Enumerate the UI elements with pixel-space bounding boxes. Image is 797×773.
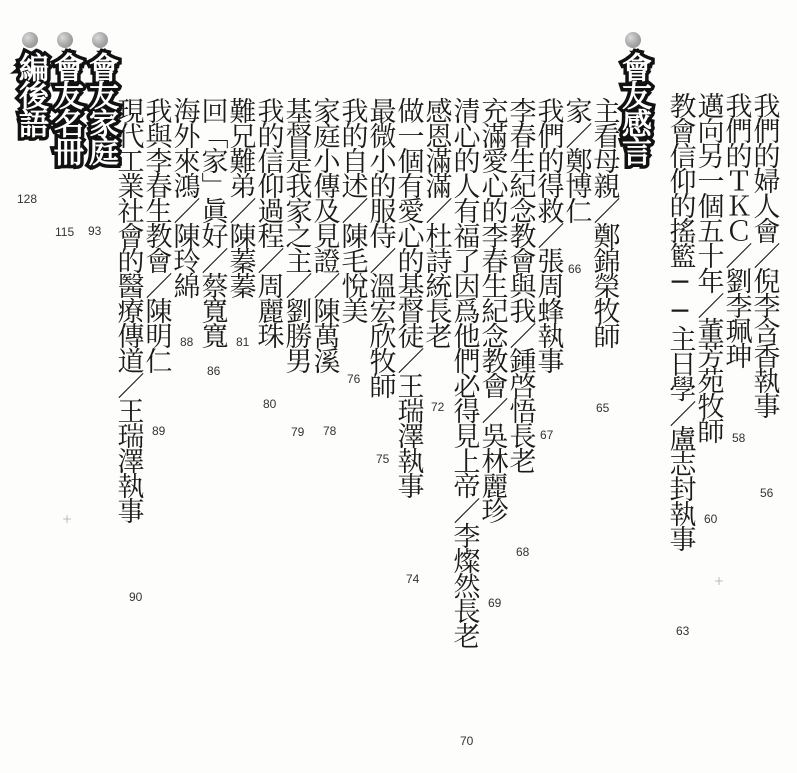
toc-entry[interactable] (450, 97, 478, 647)
section-page-number: 115 (55, 225, 75, 239)
toc-entry-page: 80 (263, 397, 277, 411)
toc-entry-title: 教會信仰的搖籃──主日學／盧志封執事 (664, 92, 696, 550)
toc-entry[interactable] (534, 97, 562, 372)
bullet-dot-icon (57, 32, 73, 48)
toc-entry-page: 90 (129, 590, 143, 604)
toc-entry[interactable] (722, 92, 750, 367)
toc-entry-title: 最微小的服侍／溫宏欣牧師 (364, 97, 396, 397)
toc-entry[interactable] (562, 97, 590, 222)
section-heading-afterword (13, 32, 48, 136)
toc-entry-title: 做一個有愛心的基督徒／王瑞澤執事 (392, 97, 424, 497)
toc-entry-page: 72 (431, 400, 445, 414)
toc-entry-title: 感恩滿滿／杜詩統長老 (420, 97, 452, 347)
toc-entry-page: 70 (460, 734, 474, 748)
toc-entry[interactable] (666, 92, 694, 550)
toc-entry-title: 我的自述／陳毛悅美 (336, 97, 368, 322)
toc-entry[interactable] (338, 97, 366, 322)
toc-entry-page: 68 (516, 545, 530, 559)
toc-entry-title: 現代工業社會的醫療傳道／王瑞澤執事 (112, 97, 144, 522)
bullet-dot-icon (625, 32, 641, 48)
section-page-number: 93 (88, 224, 102, 238)
toc-entry-page: 88 (180, 335, 194, 349)
section-title: 會友家庭 (83, 52, 118, 164)
section-title: 會友名冊 (48, 52, 83, 164)
section-title: 會友感言 (616, 52, 651, 164)
section-page-number: 128 (17, 192, 38, 206)
toc-entry[interactable] (198, 97, 226, 347)
toc-entry-title: 海外來鴻／陳玲綿 (168, 97, 200, 297)
toc-entry-title: 我們的ＴＫＣ／劉李珮珅 (720, 92, 752, 367)
toc-entry-title: 家／鄭博仁 (560, 97, 592, 222)
toc-entry-title: 我們的婦人會／倪李含香執事 (748, 92, 780, 417)
bullet-dot-icon (92, 32, 108, 48)
toc-entry-title: 家庭小傳及見證／陳萬溪 (308, 97, 340, 372)
toc-entry[interactable] (750, 92, 778, 417)
toc-entry-title: 回「家」眞好／蔡寬寬 (196, 97, 228, 347)
toc-entry-page: 79 (291, 425, 305, 439)
section-heading-members-testimonies (616, 32, 651, 164)
toc-entry-title: 充滿愛心的李春生紀念教會／吳林麗珍 (476, 97, 508, 522)
toc-entry-title: 我與李春生教會／陳明仁 (140, 97, 172, 372)
toc-entry[interactable] (590, 97, 618, 347)
section-heading-member-families (83, 32, 118, 164)
toc-entry-page: 58 (732, 431, 746, 445)
toc-entry-page: 69 (488, 596, 502, 610)
toc-entry-page: 56 (760, 486, 774, 500)
toc-entry-title: 我的信仰過程／周麗珠 (252, 97, 284, 347)
toc-entry[interactable] (310, 97, 338, 372)
toc-entry-title: 邁向另一個五十年／董芳苑牧師 (692, 92, 724, 442)
section-heading-member-directory (48, 32, 83, 164)
toc-entry[interactable] (114, 97, 142, 522)
toc-entry-title: 李春生紀念教會與我／鍾啓悟長老 (504, 97, 536, 472)
toc-entry-title: 我們的得救／張周蜂執事 (532, 97, 564, 372)
toc-entry-page: 78 (323, 424, 337, 438)
bullet-dot-icon (22, 32, 38, 48)
toc-entry-page: 65 (596, 401, 610, 415)
toc-entry[interactable] (254, 97, 282, 347)
toc-entry[interactable] (142, 97, 170, 372)
toc-entry-page: 86 (207, 364, 221, 378)
toc-entry-title: 基督是我家之主／劉勝男 (280, 97, 312, 372)
scan-mark: + (714, 574, 725, 588)
toc-entry-page: 63 (676, 624, 690, 638)
toc-entry-page: 76 (347, 372, 361, 386)
scan-mark: + (62, 512, 73, 526)
toc-entry-page: 89 (152, 424, 166, 438)
toc-entry-page: 75 (376, 452, 390, 466)
toc-entry[interactable] (170, 97, 198, 297)
toc-entry-title: 主看母親／鄭錦榮牧師 (588, 97, 620, 347)
toc-entry-page: 74 (406, 572, 420, 586)
toc-entry-title: 難兄難弟／陳蓁蓁 (224, 97, 256, 297)
toc-entry[interactable] (422, 97, 450, 347)
toc-entry-title: 清心的人有福了因爲他們必得見上帝／李燦然長老 (448, 97, 480, 647)
toc-entry[interactable] (282, 97, 310, 372)
section-title: 編後語 (13, 52, 48, 136)
toc-entry-page: 67 (540, 428, 554, 442)
toc-entry-page: 66 (568, 262, 582, 276)
toc-entry[interactable] (226, 97, 254, 297)
toc-entry[interactable] (394, 97, 422, 497)
toc-entry-page: 60 (704, 512, 718, 526)
toc-entry[interactable] (694, 92, 722, 442)
toc-entry[interactable] (506, 97, 534, 472)
toc-entry[interactable] (366, 97, 394, 397)
toc-entry-page: 81 (236, 335, 250, 349)
toc-entry[interactable] (478, 97, 506, 522)
